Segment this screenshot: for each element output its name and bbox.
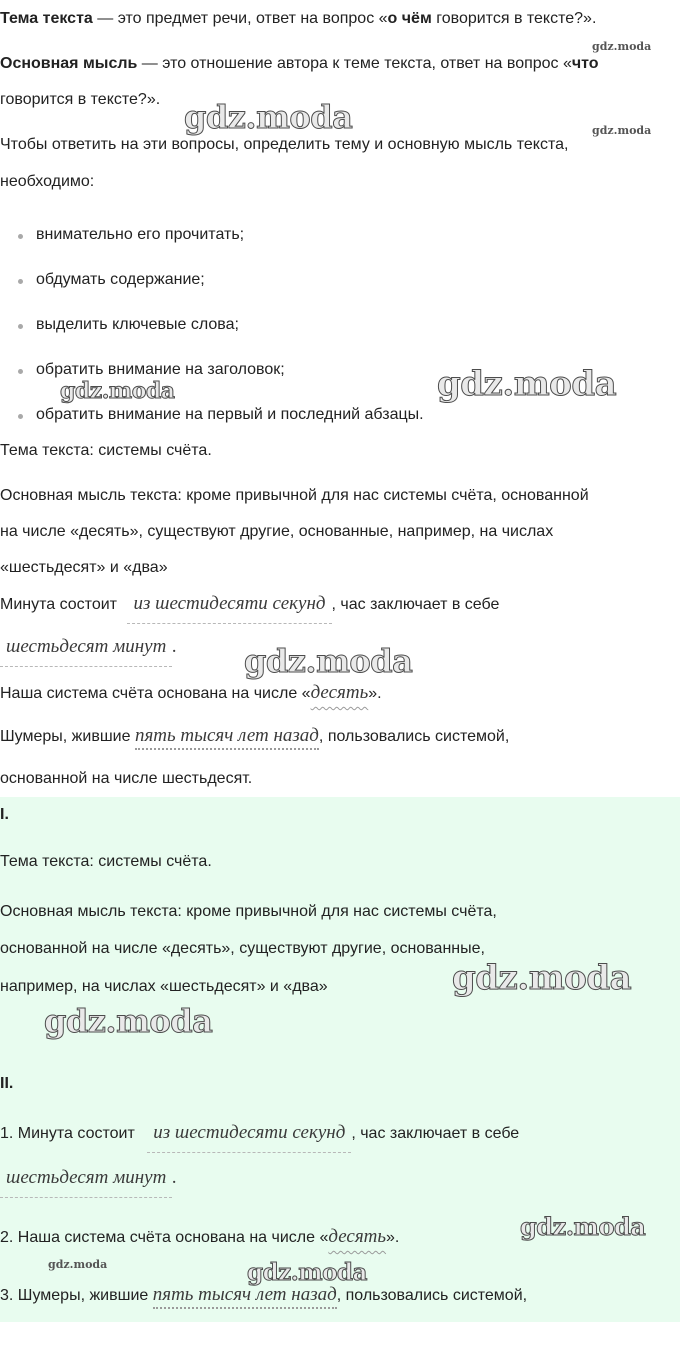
answer-idea-line-1: Основная мысль текста: кроме привычной для нас системы счёта,	[0, 903, 497, 920]
example-sumer-end: основанной на числе шестьдесят.	[0, 770, 253, 787]
handwritten-answer: шестьдесят минут	[0, 636, 172, 667]
watermark-logo: gdz.moda	[60, 378, 175, 404]
answer-sumer-sentence	[0, 1284, 527, 1309]
definition-theme	[0, 10, 596, 28]
list-item: обратить внимание на первый и последний абзацы.	[36, 406, 424, 423]
handwritten-answer: десять	[310, 682, 369, 703]
bullet-dot	[18, 414, 23, 419]
handwritten-answer: десять	[328, 1226, 387, 1247]
handwritten-period: .	[172, 1167, 178, 1188]
list-item: выделить ключевые слова;	[36, 316, 239, 333]
definition-main-idea	[0, 55, 599, 73]
example-idea-line-2: на числе «десять», существуют другие, основанные, например, на числах	[0, 523, 554, 540]
section-number-2: II.	[0, 1075, 14, 1092]
watermark-logo: gdz.moda	[44, 1002, 213, 1040]
definition-theme-text-end: говорится в тексте?».	[431, 10, 597, 27]
example-idea-line-3: «шестьдесят» и «два»	[0, 559, 168, 576]
definition-main-idea-text: — это отношение автора к теме текста, ответ на вопрос «	[137, 55, 572, 72]
watermark-logo: gdz.moda	[48, 1258, 108, 1271]
answer-system-pre: 2. Наша система счёта основана на числе «	[0, 1229, 329, 1246]
answer-idea-line-2: основанной на числе «десять», существуют другие, основанные,	[0, 940, 485, 957]
watermark-logo: gdz.moda	[592, 124, 652, 137]
answer-sumer-post: , пользовались системой,	[336, 1287, 528, 1304]
definition-theme-text: — это предмет речи, ответ на вопрос «	[92, 10, 388, 27]
instruction-line-1: Чтобы ответить на эти вопросы, определить тему и основную мысль текста,	[0, 136, 569, 153]
answer-idea-line-3: например, на числах «шестьдесят» и «два»	[0, 978, 328, 995]
answer-sumer-pre: 3. Шумеры, жившие	[0, 1287, 149, 1304]
handwritten-answer: из шестидесяти секунд	[127, 593, 331, 624]
instruction-line-2: необходимо:	[0, 173, 95, 190]
answer-theme: Тема текста: системы счёта.	[0, 853, 212, 870]
answer-system-post: ».	[386, 1229, 400, 1246]
answer-system-sentence	[0, 1226, 399, 1248]
watermark-logo: gdz.moda	[247, 1259, 367, 1286]
handwritten-answer: пять тысяч лет назад	[153, 1284, 337, 1309]
example-sumer-sentence	[0, 725, 509, 750]
key-phrase-about-what: о чём	[387, 10, 432, 27]
watermark-logo: gdz.moda	[437, 364, 617, 404]
answer-minute-post: , час заключает в себе	[351, 1125, 520, 1142]
answer-hour-sentence	[0, 1167, 177, 1198]
watermark-logo: gdz.moda	[184, 98, 353, 136]
section-number-1: I.	[0, 806, 9, 823]
watermark-logo: gdz.moda	[452, 958, 632, 998]
answer-minute-sentence	[0, 1122, 519, 1153]
example-system-sentence	[0, 682, 382, 704]
bullet-dot	[18, 324, 23, 329]
watermark-logo: gdz.moda	[592, 40, 652, 53]
bullet-dot	[18, 279, 23, 284]
answer-minute-pre: 1. Минута состоит	[0, 1125, 135, 1142]
term-theme: Тема текста	[0, 10, 93, 27]
bullet-dot	[18, 369, 23, 374]
watermark-logo: gdz.moda	[244, 642, 413, 680]
example-system-pre: Наша система счёта основана на числе «	[0, 685, 311, 702]
list-item: обратить внимание на заголовок;	[36, 361, 285, 378]
term-main-idea: Основная мысль	[0, 55, 138, 72]
example-theme: Тема текста: системы счёта.	[0, 442, 212, 459]
watermark-logo: gdz.moda	[520, 1212, 646, 1241]
answer-block	[0, 797, 680, 1322]
example-sumer-post: , пользовались системой,	[318, 728, 510, 745]
list-item: обдумать содержание;	[36, 271, 205, 288]
handwritten-answer: шестьдесят минут	[0, 1167, 172, 1198]
key-phrase-what: что	[571, 55, 599, 72]
example-minute-pre: Минута состоит	[0, 596, 117, 613]
definition-main-idea-cont: говорится в тексте?».	[0, 91, 161, 108]
example-sumer-pre: Шумеры, жившие	[0, 728, 131, 745]
example-idea-line-1: Основная мысль текста: кроме привычной для нас системы счёта, основанной	[0, 487, 589, 504]
example-minute-sentence	[0, 593, 499, 624]
bullet-dot	[18, 234, 23, 239]
list-item: внимательно его прочитать;	[36, 226, 245, 243]
handwritten-answer: из шестидесяти секунд	[147, 1122, 351, 1153]
example-minute-post: , час заключает в себе	[331, 596, 500, 613]
handwritten-period: .	[172, 636, 178, 657]
handwritten-answer: пять тысяч лет назад	[135, 725, 319, 750]
example-hour-sentence	[0, 636, 177, 667]
example-system-post: ».	[368, 685, 382, 702]
